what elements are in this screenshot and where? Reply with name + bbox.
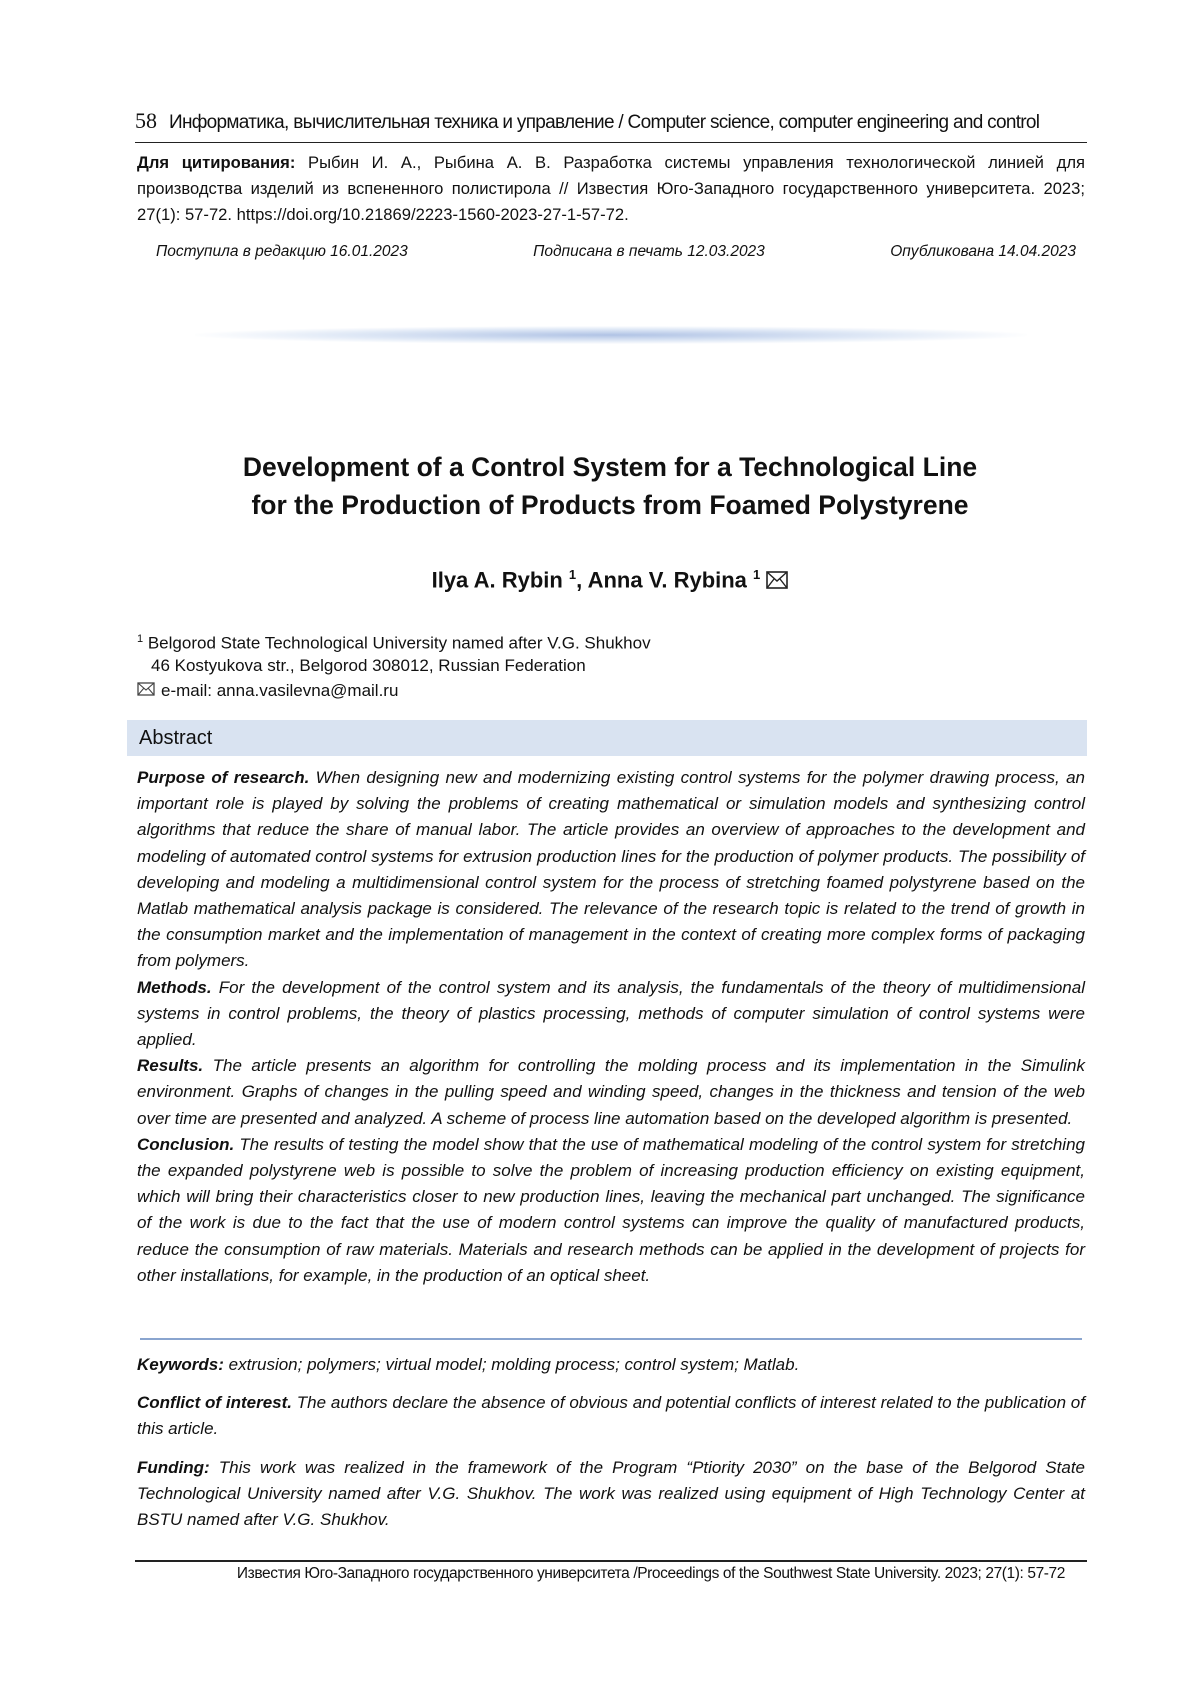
signed-date: Подписана в печать 12.03.2023 <box>533 243 765 260</box>
keywords-text: extrusion; polymers; virtual model; molding process; control system; Matlab. <box>223 1355 800 1374</box>
conflict-text: The authors declare the absence of obvious and potential conflicts of interest related to the publication of this article. <box>137 1393 1085 1438</box>
affil-address: 46 Kostyukova str., Belgorod 308012, Russian Federation <box>151 655 586 675</box>
abstract-results <box>137 1053 1085 1132</box>
funding <box>137 1455 1085 1533</box>
author-1-affil: 1 <box>568 567 577 582</box>
authors <box>140 567 1080 595</box>
abstract-body <box>137 765 1085 1289</box>
abstract-methods <box>137 975 1085 1054</box>
page-footer: Известия Юго-Западного государственного университета /Proceedings of the Southwest State University. 2023; 27(1): 57-72 <box>236 1565 1065 1582</box>
envelope-icon <box>766 569 788 595</box>
published-date: Опубликована 14.04.2023 <box>890 243 1076 260</box>
affil-institution: Belgorod State Technological University named after V.G. Shukhov <box>143 633 651 653</box>
footer-rule <box>135 1560 1087 1562</box>
citation <box>137 150 1085 228</box>
publication-dates <box>156 243 1076 261</box>
conflict-of-interest <box>137 1390 1085 1442</box>
author-2-affil: 1 <box>753 567 761 582</box>
author-separator: , <box>576 567 588 593</box>
citation-label: Для цитирования: <box>137 153 296 172</box>
methods-text: For the development of the control system and its analysis, the fundamentals of the theory of multidimensional systems in control problems, the theory of plastics processing, methods of computer simulation of control systems were applied. <box>137 977 1085 1050</box>
title-line-2: for the Production of Products from Foamed Polystyrene <box>251 490 969 520</box>
email-address[interactable]: e-mail: anna.vasilevna@mail.ru <box>161 681 399 700</box>
conclusion-text: The results of testing the model show that the use of mathematical modeling of the control system for stretching the expanded polystyrene web is possible to solve the problem of increasing production efficiency on existing equipment, which will bring their characteristics closer to new production lines, leaving the mechanical part unchanged. The significance of the work is due to the fact that the use of modern control systems can improve the quality of manufactured products, reduce the consumption of raw materials. Materials and research methods can be applied in the development of projects for other installations, for example, in the production of an optical sheet. <box>137 1134 1085 1285</box>
citation-text[interactable]: Рыбин И. А., Рыбина А. В. Разработка системы управления технологической линией для производства изделий из вспененного полистирола // Известия Юго-Западного государственного университета. 2023; 27(1): 57-72. https://doi.org/10.21869/2223-1560-2023-27-1-57-72. <box>137 153 1085 224</box>
funding-text: This work was realized in the framework of the Program “Ptiority 2030” on the base of the Belgorod State Technological University named after V.G. Shukhov. The work was realized using equipment of High Technology Center at BSTU named after V.G. Shukhov. <box>137 1458 1085 1529</box>
paper-title <box>140 448 1080 524</box>
abstract-heading: Abstract <box>139 726 213 749</box>
methods-label: Methods. <box>137 977 212 997</box>
author-1: Ilya A. Rybin <box>431 567 569 593</box>
email-line <box>137 681 398 701</box>
journal-title: Информатика, вычислительная техника и управление / Computer science, computer engineering and control <box>169 112 1040 133</box>
received-date: Поступила в редакцию 16.01.2023 <box>156 243 408 260</box>
page-number: 58 <box>135 108 157 133</box>
affiliation <box>137 628 1037 677</box>
funding-label: Funding: <box>137 1458 210 1477</box>
decorative-divider <box>195 326 1027 344</box>
title-line-1: Development of a Control System for a Technological Line <box>242 452 978 482</box>
abstract-header-bar <box>127 720 1087 756</box>
author-2: Anna V. Rybina <box>587 567 754 593</box>
purpose-label: Purpose of research. <box>137 768 310 787</box>
affil-sup: 1 <box>137 633 144 645</box>
envelope-icon <box>137 681 155 701</box>
conflict-label: Conflict of interest. <box>137 1393 293 1412</box>
page-header <box>135 108 1087 143</box>
keywords <box>137 1352 1085 1378</box>
keywords-label: Keywords: <box>137 1355 224 1374</box>
purpose-text: When designing new and modernizing existing control systems for the polymer drawing process, an important role is played by solving the problems of creating mathematical or simulation models and synthesizing control algorithms that reduce the share of manual labor. The article provides an overview of approaches to the development and modeling of automated control systems for extrusion production lines for the production of polymer products. The possibility of developing and modeling a multidimensional control system for the process of stretching foamed polystyrene based on the Matlab mathematical analysis package is considered. The relevance of the research topic is related to the trend of growth in the consumption market and the implementation of management in the context of creating more complex forms of packaging from polymers. <box>137 768 1085 971</box>
section-divider <box>140 1338 1082 1340</box>
abstract-purpose <box>137 765 1085 975</box>
conclusion-label: Conclusion. <box>137 1134 235 1154</box>
abstract-conclusion <box>137 1132 1085 1289</box>
results-label: Results. <box>137 1056 204 1076</box>
results-text: The article presents an algorithm for controlling the molding process and its implementation in the Simulink environment. Graphs of changes in the pulling speed and winding speed, changes in the thickness and tension of the web over time are presented and analyzed. A scheme of process line automation based on the developed algorithm is presented. <box>137 1056 1085 1128</box>
